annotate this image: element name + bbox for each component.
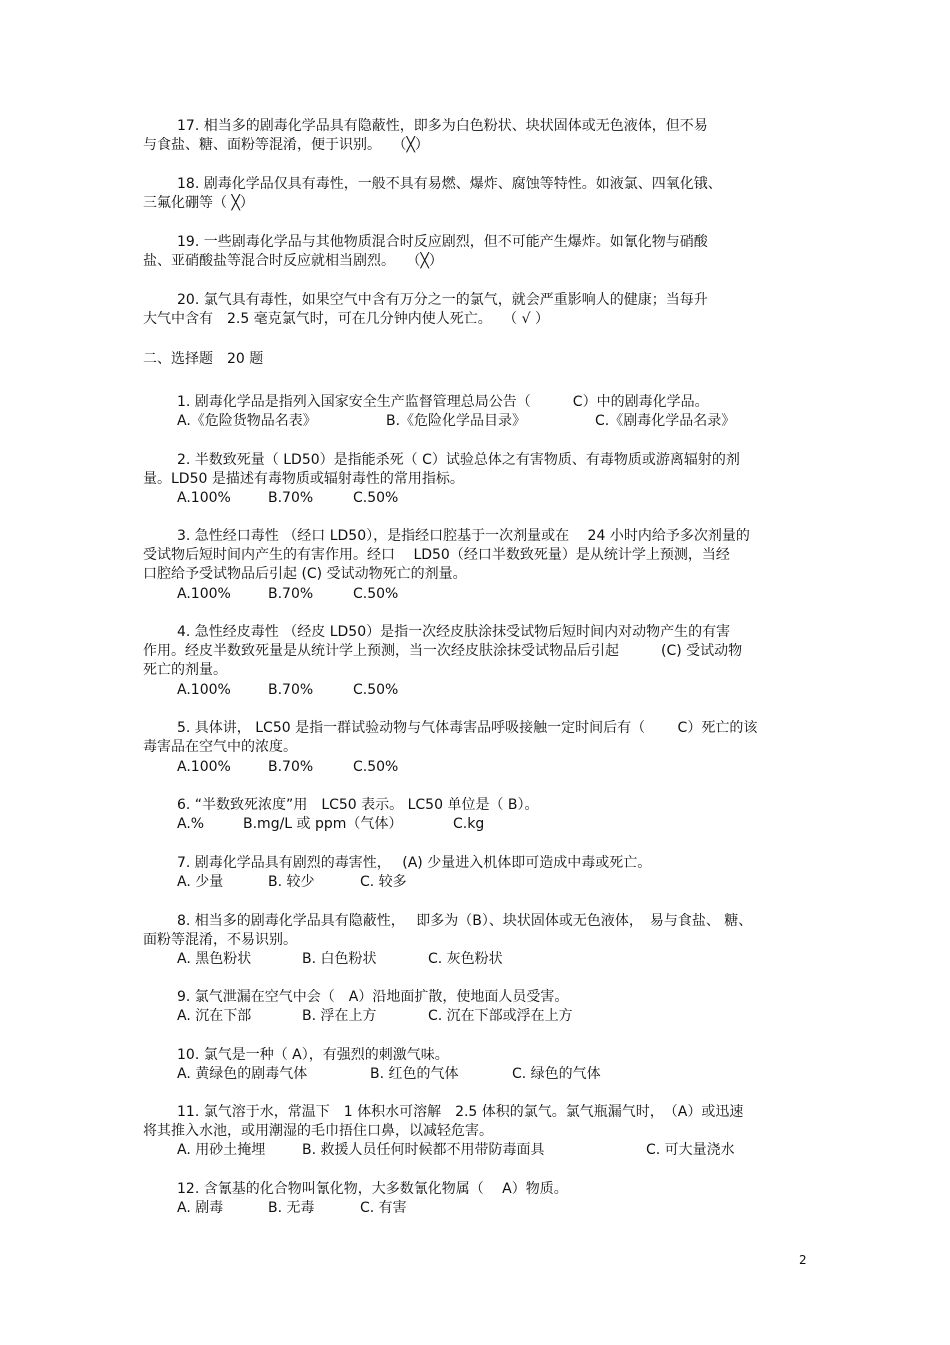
- c3-option-b: B.70%: [268, 586, 314, 602]
- c7-option-a: A. 少量: [177, 874, 224, 890]
- c1-line-1: 1. 剧毒化学品是指列入国家安全生产监督管理总局公告（ C）中的剧毒化学品。: [177, 394, 709, 410]
- c4-option-c: C.50%: [353, 682, 399, 698]
- c4-line-1: 4. 急性经皮毒性 （经皮 LD50）是指一次经皮肤涂抹受试物后短时间内对动物产生的有害: [177, 624, 731, 640]
- c5-option-c: C.50%: [353, 759, 399, 775]
- c8-line-2: 面粉等混淆，不易识别。: [143, 932, 297, 948]
- c1-option-c: C.《剧毒化学品名录》: [595, 413, 736, 429]
- c12-option-b: B. 无毒: [268, 1200, 315, 1216]
- c3-line-2: 受试物后短时间内产生的有害作用。经口 LD50（经口半数致死量）是从统计学上预测，当经: [143, 547, 730, 563]
- q20-line-1: 20. 氯气具有毒性，如果空气中含有万分之一的氯气，就会严重影响人的健康；当每升: [177, 292, 708, 308]
- c11-option-b: B. 救援人员任何时候都不用带防毒面具: [302, 1142, 545, 1158]
- c9-option-c: C. 沉在下部或浮在上方: [428, 1008, 573, 1024]
- c7-line-1: 7. 剧毒化学品具有剧烈的毒害性， (A) 少量进入机体即可造成中毒或死亡。: [177, 855, 652, 871]
- c2-option-a: A.100%: [177, 490, 231, 506]
- c6-option-a: A.%: [177, 816, 205, 832]
- c4-option-a: A.100%: [177, 682, 231, 698]
- q19-line-1: 19. 一些剧毒化学品与其他物质混合时反应剧烈，但不可能产生爆炸。如氰化物与硝酸: [177, 234, 708, 250]
- c11-line-2: 将其推入水池，或用潮湿的毛巾捂住口鼻，以减轻危害。: [143, 1123, 493, 1139]
- c4-line-3: 死亡的剂量。: [143, 662, 227, 678]
- c5-option-b: B.70%: [268, 759, 314, 775]
- c7-option-b: B. 较少: [268, 874, 315, 890]
- c8-option-b: B. 白色粉状: [302, 951, 377, 967]
- c1-option-b: B.《危险化学品目录》: [386, 413, 527, 429]
- c5-option-a: A.100%: [177, 759, 231, 775]
- c5-line-2: 毒害品在空气中的浓度。: [143, 739, 297, 755]
- c8-option-a: A. 黑色粉状: [177, 951, 252, 967]
- c2-option-b: B.70%: [268, 490, 314, 506]
- c6-option-b: B.mg/L 或 ppm（气体）: [243, 816, 403, 832]
- q19-line-2: 盐、亚硝酸盐等混合时反应就相当剧烈。 （╳）: [143, 253, 443, 269]
- c11-line-1: 11. 氯气溶于水，常温下 1 体积水可溶解 2.5 体积的氯气。氯气瓶漏气时， （A）或迅速: [177, 1104, 744, 1120]
- c8-option-c: C. 灰色粉状: [428, 951, 503, 967]
- c10-line-1: 10. 氯气是一种（ A），有强烈的刺激气味。: [177, 1047, 449, 1063]
- c3-option-a: A.100%: [177, 586, 231, 602]
- c2-option-c: C.50%: [353, 490, 399, 506]
- c2-line-1: 2. 半数致死量（ LD50）是指能杀死（ C）试验总体之有害物质、有毒物质或游离辐射的剂: [177, 452, 740, 468]
- c11-option-c: C. 可大量浇水: [646, 1142, 735, 1158]
- c4-option-b: B.70%: [268, 682, 314, 698]
- q20-line-2: 大气中含有 2.5 毫克氯气时，可在几分钟内使人死亡。 （ √ ）: [143, 311, 549, 327]
- page-number: 2: [799, 1253, 807, 1267]
- c5-line-1: 5. 具体讲， LC50 是指一群试验动物与气体毒害品呼吸接触一定时间后有（ C）死亡的该: [177, 720, 758, 736]
- c4-line-2: 作用。经皮半数致死量是从统计学上预测，当一次经皮肤涂抹受试物品后引起 (C) 受试动物: [143, 643, 743, 659]
- q18-line-2: 三氟化硼等（ ╳）: [143, 195, 254, 211]
- c7-option-c: C. 较多: [360, 874, 407, 890]
- c12-line-1: 12. 含氰基的化合物叫氰化物，大多数氰化物属（ A）物质。: [177, 1181, 568, 1197]
- section-heading: 二、选择题 20 题: [143, 351, 264, 367]
- c11-option-a: A. 用砂土掩埋: [177, 1142, 266, 1158]
- c3-line-3: 口腔给予受试物品后引起 (C) 受试动物死亡的剂量。: [143, 566, 467, 582]
- q17-line-2: 与食盐、糖、面粉等混淆，便于识别。 （╳）: [143, 137, 429, 153]
- c2-line-2: 量。LD50 是描述有毒物质或辐射毒性的常用指标。: [143, 471, 464, 487]
- c9-option-b: B. 浮在上方: [302, 1008, 377, 1024]
- c1-option-a: A.《危险货物品名表》: [177, 413, 317, 429]
- c10-option-b: B. 红色的气体: [370, 1066, 459, 1082]
- c12-option-c: C. 有害: [360, 1200, 407, 1216]
- c3-option-c: C.50%: [353, 586, 399, 602]
- c10-option-a: A. 黄绿色的剧毒气体: [177, 1066, 308, 1082]
- q17-line-1: 17. 相当多的剧毒化学品具有隐蔽性，即多为白色粉状、块状固体或无色液体，但不易: [177, 118, 708, 134]
- c9-option-a: A. 沉在下部: [177, 1008, 252, 1024]
- c6-option-c: C.kg: [453, 816, 485, 832]
- c8-line-1: 8. 相当多的剧毒化学品具有隐蔽性， 即多为（B）、块状固体或无色液体， 易与食盐、 糖、: [177, 913, 753, 929]
- c9-line-1: 9. 氯气泄漏在空气中会（ A）沿地面扩散，使地面人员受害。: [177, 989, 569, 1005]
- c6-line-1: 6. “半数致死浓度”用 LC50 表示。 LC50 单位是（ B）。: [177, 797, 539, 813]
- c12-option-a: A. 剧毒: [177, 1200, 224, 1216]
- q18-line-1: 18. 剧毒化学品仅具有毒性，一般不具有易燃、爆炸、腐蚀等特性。如液氯、四氧化锇、: [177, 176, 722, 192]
- c3-line-1: 3. 急性经口毒性 （经口 LD50），是指经口腔基于一次剂量或在 24 小时内给予多次剂量的: [177, 528, 750, 544]
- c10-option-c: C. 绿色的气体: [512, 1066, 601, 1082]
